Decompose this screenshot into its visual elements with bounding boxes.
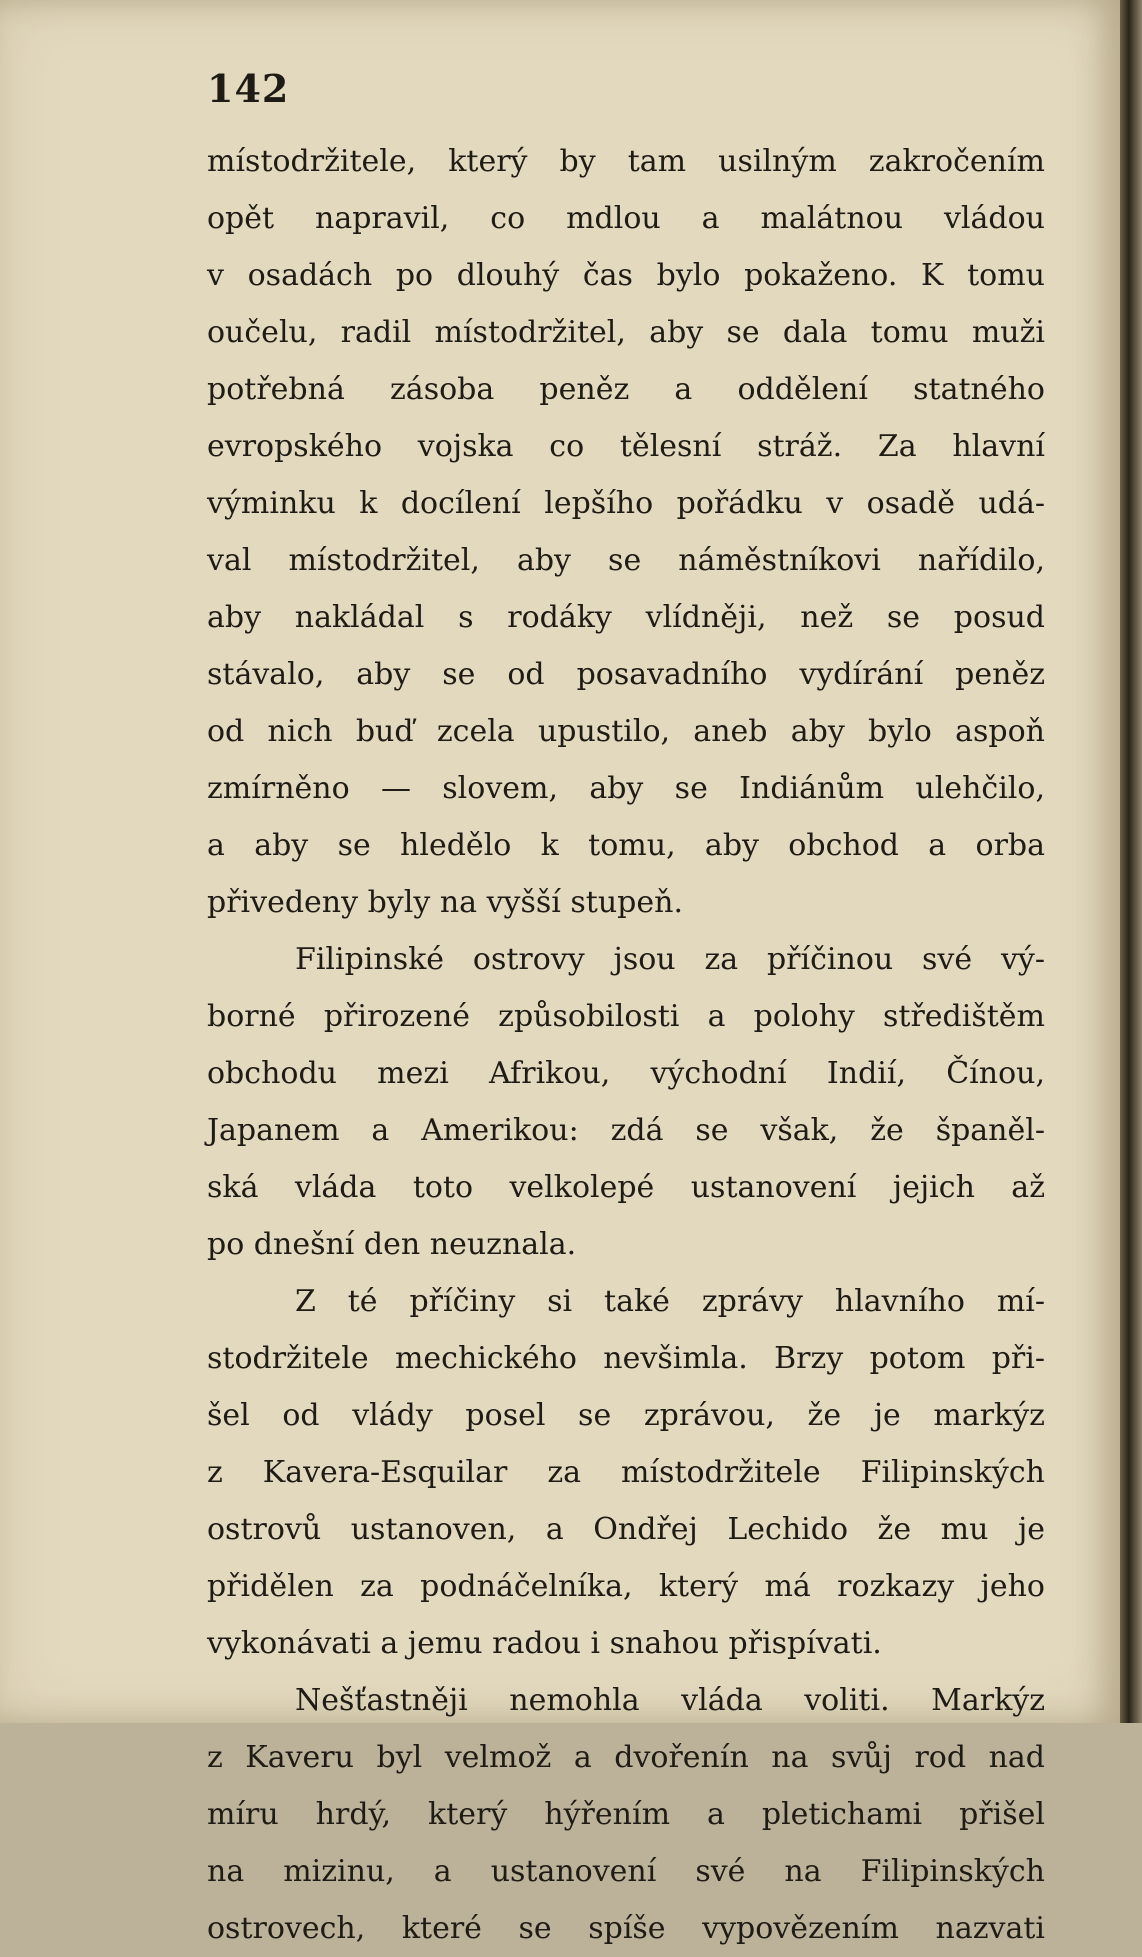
text-line: borné přirozené způsobilosti a polohy středištěm [207,999,1045,1034]
text-line: stodržitele mechického nevšimla. Brzy potom při- [207,1341,1045,1376]
text-line: val místodržitel, aby se náměstníkovi nařídilo, [207,543,1045,578]
text-line: Japanem a Amerikou: zdá se však, že španěl- [207,1113,1045,1148]
text-line: potřebná zásoba peněz a oddělení statného [207,372,1045,407]
text-line: Nešťastněji nemohla vláda voliti. Markýz [295,1683,1045,1718]
text-line: po dnešní den neuznala. [207,1227,577,1262]
text-line: místodržitele, který by tam usilným zakročením [207,144,1045,179]
text-line: a aby se hledělo k tomu, aby obchod a orba [207,828,1045,863]
text-line: z Kaveru byl velmož a dvořenín na svůj rod nad [207,1740,1045,1775]
text-line: přivedeny byly na vyšší stupeň. [207,885,683,920]
text-line: šel od vlády posel se zprávou, že je markýz [207,1398,1045,1433]
text-line: od nich buď zcela upustilo, aneb aby bylo aspoň [207,714,1045,749]
text-line: v osadách po dlouhý čas bylo pokaženo. K tomu [207,258,1045,293]
text-line: výminku k docílení lepšího pořádku v osadě udá- [207,486,1045,521]
text-line: opět napravil, co mdlou a malátnou vládou [207,201,1045,236]
text-line: ská vláda toto velkolepé ustanovení jejich až [207,1170,1045,1205]
text-line: Filipinské ostrovy jsou za příčinou své vý- [295,942,1045,977]
text-line: stávalo, aby se od posavadního vydírání peněz [207,657,1045,692]
body-text [207,133,1045,1957]
text-line: na mizinu, a ustanovení své na Filipinských [207,1854,1045,1889]
text-line: zmírněno — slovem, aby se Indiánům ulehčilo, [207,771,1045,806]
text-line: ostrovech, které se spíše vypovězením nazvati [207,1911,1045,1946]
text-line: obchodu mezi Afrikou, východní Indií, Čínou, [207,1056,1045,1091]
text-line: aby nakládal s rodáky vlídněji, než se posud [207,600,1045,635]
text-line: Z té příčiny si také zprávy hlavního mí- [295,1284,1045,1319]
text-line: vykonávati a jemu radou i snahou přispívati. [207,1626,882,1661]
text-line: ostrovů ustanoven, a Ondřej Lechido že mu je [207,1512,1045,1547]
text-line: přidělen za podnáčelníka, který má rozkazy jeho [207,1569,1045,1604]
page-edge-shadow [1120,0,1142,1723]
text-line: z Kavera-Esquilar za místodržitele Filipinských [207,1455,1045,1490]
page-number: 142 [207,66,290,111]
text-line: oučelu, radil místodržitel, aby se dala tomu muži [207,315,1045,350]
text-line: evropského vojska co tělesní stráž. Za hlavní [207,429,1045,464]
text-line: míru hrdý, který hýřením a pletichami přišel [207,1797,1045,1832]
